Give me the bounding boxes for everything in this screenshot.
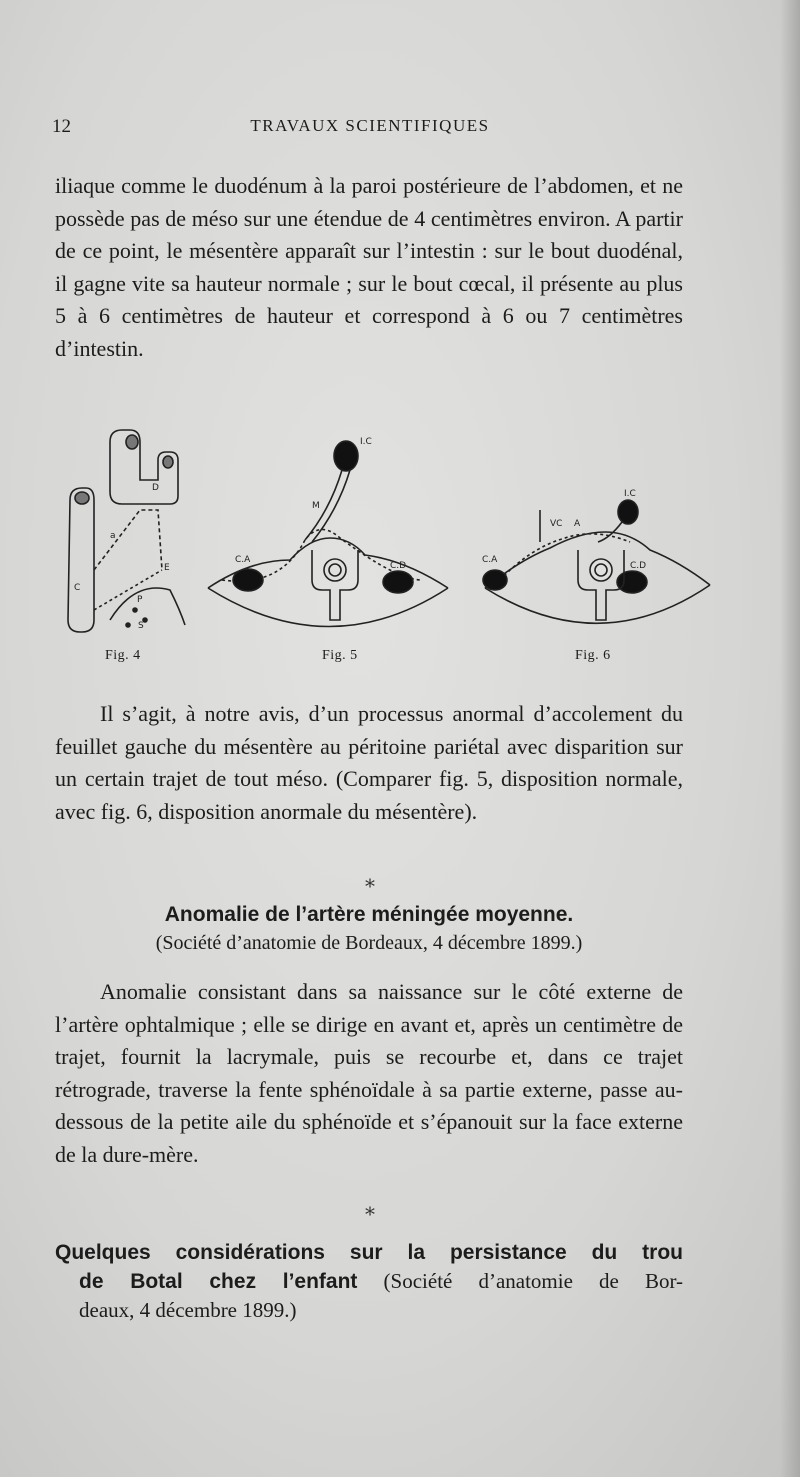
svg-text:VC: VC [550,519,563,529]
page-number: 12 [52,116,71,137]
section-separator-1: ⁎ [365,870,375,892]
svg-text:a: a [110,531,116,541]
svg-text:C.A: C.A [482,555,498,565]
fig6-drawing [483,500,710,623]
section-title-botal-line1: Quelques considérations sur la persistance du trou [55,1241,683,1264]
svg-text:C: C [74,583,81,593]
section-source-botal-part2: deaux, 4 décembre 1899.) [79,1298,297,1322]
svg-text:M: M [312,501,320,511]
svg-text:C.D: C.D [390,561,407,571]
fig4-drawing [68,430,185,632]
fig6-caption: Fig. 6 [575,648,611,663]
svg-text:C.D: C.D [630,561,647,571]
figure-group [50,420,715,680]
running-title: TRAVAUX SCIENTIFIQUES [250,116,490,135]
fig5-caption: Fig. 5 [322,648,358,663]
svg-text:I.C: I.C [360,437,372,447]
svg-text:P: P [137,595,143,605]
section-botal [55,1238,683,1325]
fig5-drawing [208,441,448,627]
section-source-meningeal-artery: (Société d’anatomie de Bordeaux, 4 décembre 1899.) [155,932,583,954]
svg-text:D: D [152,483,159,493]
svg-text:A: A [574,519,581,529]
svg-text:I.C: I.C [624,489,636,499]
paragraph-meningeal-artery: Anomalie consistant dans sa naissance sur le côté externe de l’artère ophtalmique ; elle se dirige en avant et, après un centimètre de trajet, fournit la lacrymale, puis se recourbe et, dans ce trajet rétrograde, traverse la fente sphénoïdale à sa partie externe, passe au-dessous de la petite aile du sphénoïde et s’épanouit sur la face externe de la dure-mère. [55,979,683,1167]
anatomical-figures-drawing [50,420,715,645]
paragraph-intestine: iliaque comme le duodénum à la paroi postérieure de l’abdomen, et ne possède pas de méso sur une étendue de 4 centimètres environ. A partir de ce point, le mésentère apparaît sur l’intestin : sur le bout duodénal, il gagne vite sa hauteur normale ; sur le bout cœcal, il présente au plus 5 à 6 centimètres de hauteur et correspond à 6 ou 7 centimètres d’intestin. [55,173,683,361]
svg-text:E: E [164,563,170,573]
section-separator-2: ⁎ [365,1198,375,1220]
section-title-meningeal-artery: Anomalie de l’artère méningée moyenne. [164,903,574,926]
svg-text:S: S [138,621,144,631]
running-head [50,112,690,142]
section-title-botal-line2-text: de Botal chez l’enfant [79,1270,358,1293]
section-title-botal-line2 [55,1267,683,1296]
page-edge-shadow [780,0,800,1477]
section-source-botal-part1: (Société d’anatomie de Bor- [383,1269,684,1293]
paragraph-interpretation: Il s’agit, à notre avis, d’un processus anormal d’accolement du feuillet gauche du mésentère au péritoine pariétal avec disparition sur un certain trajet de tout méso. (Comparer fig. 5, disposition normale, avec fig. 6, disposition anormale du mésentère). [55,701,683,824]
fig4-caption: Fig. 4 [105,648,141,663]
svg-text:C.A: C.A [235,555,251,565]
